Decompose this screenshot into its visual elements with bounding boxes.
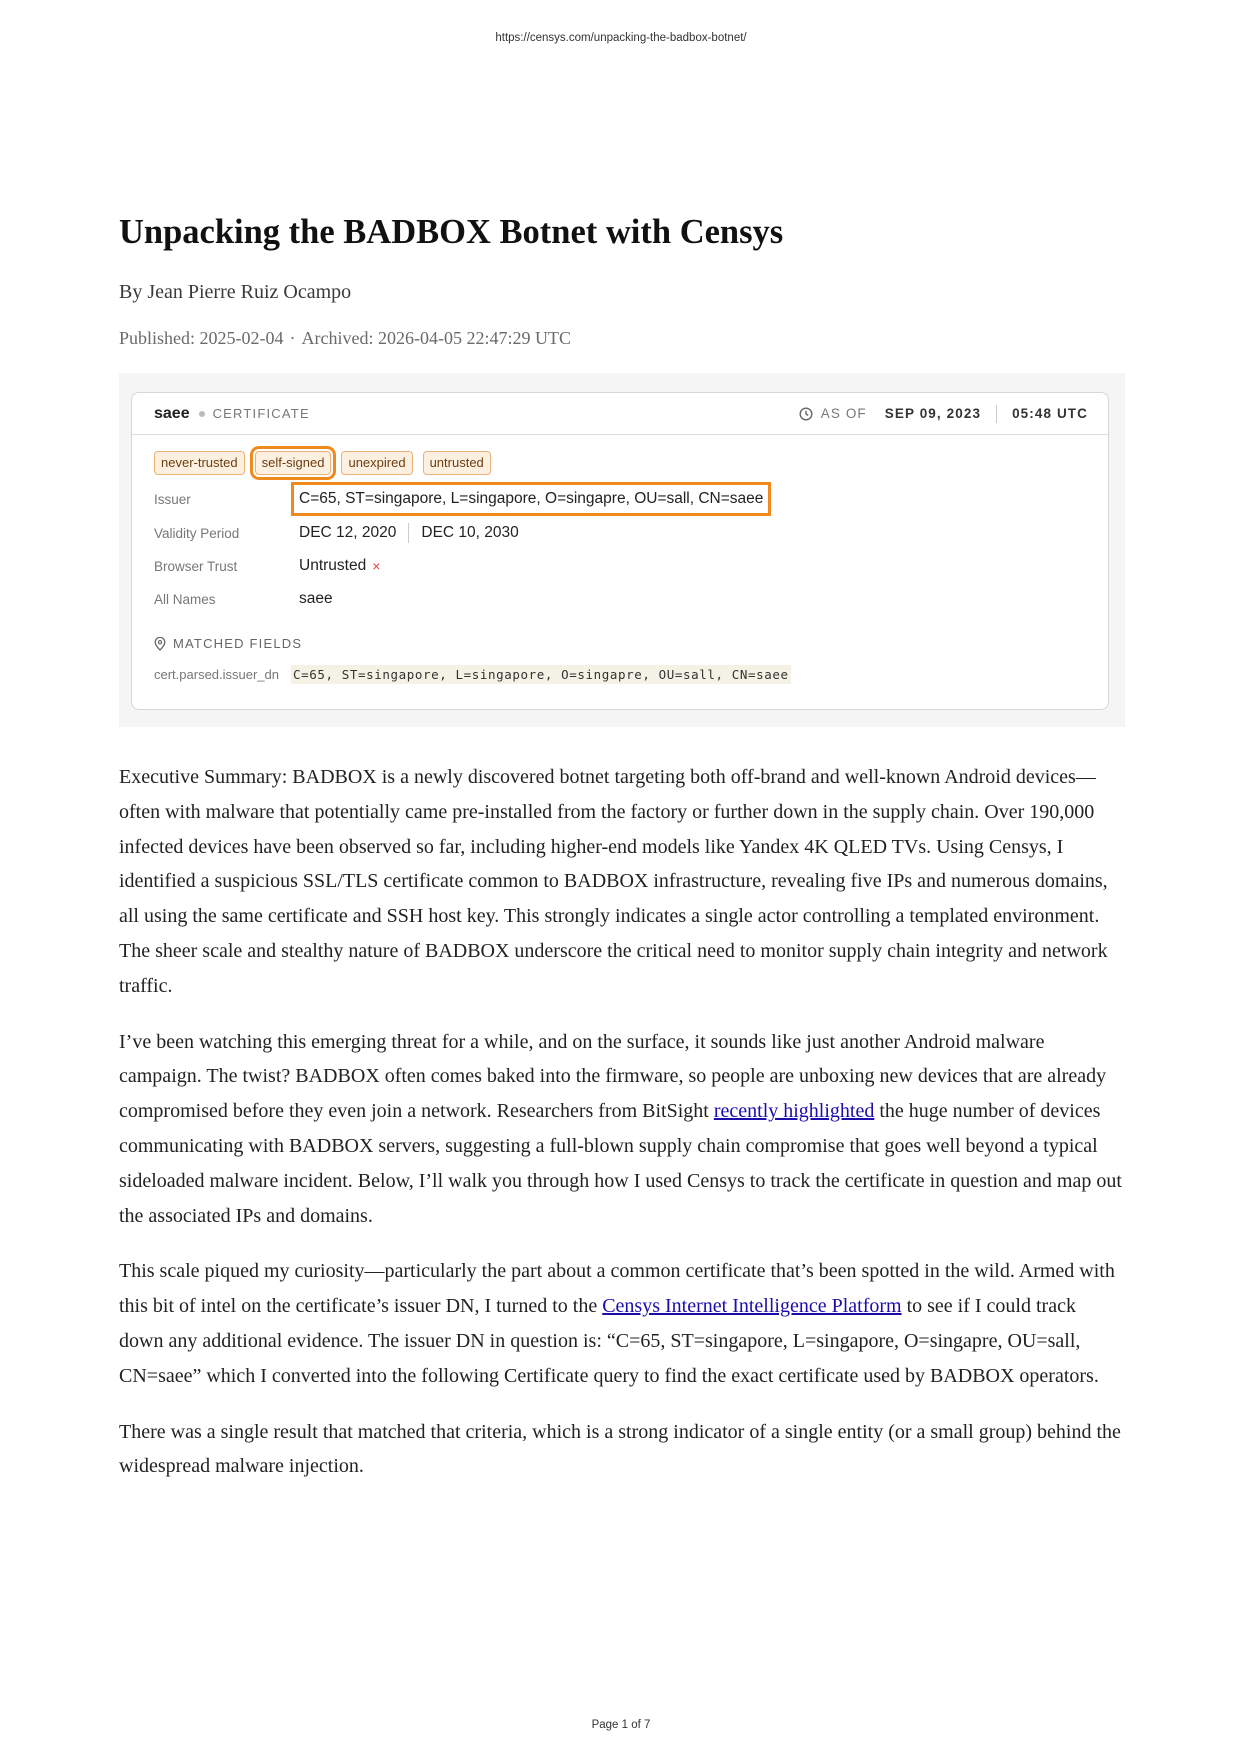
all-names-row	[154, 590, 333, 608]
tag-never-trusted: never-trusted	[154, 451, 245, 475]
matched-fields-heading	[154, 636, 302, 651]
archived-date: Archived: 2026-04-05 22:47:29 UTC	[301, 328, 571, 348]
all-names-value: saee	[299, 590, 333, 607]
certificate-card	[131, 392, 1109, 710]
certificate-kind: CERTIFICATE	[212, 406, 310, 421]
certificate-tags	[154, 451, 501, 475]
certificate-screenshot-figure	[119, 373, 1125, 727]
article-body	[119, 760, 1125, 1484]
date-separator: ·	[289, 328, 296, 348]
clock-icon	[799, 407, 813, 421]
paragraph-executive-summary: Executive Summary: BADBOX is a newly discovered botnet targeting both off-brand and well-known Android devices—often with malware that potentially came pre-installed from the factory or further down in the supply chain. Over 190,000 infected devices have been observed so far, including higher-end models like Yandex 4K QLED TVs. Using Censys, I identified a suspicious SSL/TLS certificate common to BADBOX infrastructure, revealing five IPs and numerous domains, all using the same certificate and SSH host key. This strongly indicates a single actor controlling a templated environment. The sheer scale and stealthy nature of BADBOX underscore the critical need to monitor supply chain integrity and network traffic.	[119, 766, 1108, 997]
matched-field-value: C=65, ST=singapore, L=singapore, O=singapre, OU=sall, CN=saee	[293, 667, 789, 682]
browser-trust-label: Browser Trust	[154, 558, 238, 574]
validity-start: DEC 12, 2020	[299, 524, 397, 541]
validity-label: Validity Period	[154, 525, 240, 541]
certificate-header	[132, 393, 1108, 435]
byline: By Jean Pierre Ruiz Ocampo	[119, 281, 352, 303]
censys-platform-link[interactable]: Censys Internet Intelligence Platform	[602, 1295, 902, 1318]
article-title: Unpacking the BADBOX Botnet with Censys	[119, 213, 784, 251]
browser-trust-row	[154, 557, 380, 575]
as-of-timestamp	[799, 405, 1088, 423]
paragraph-text: to see if I could track down any additional evidence. The issuer DN in question is: “C=65, ST=singapore, L=singapore, O=singapre, OU=sall, CN=saee” which I converted into the following Certificate query to find the exact certificate used by BADBOX operators.	[119, 1295, 1099, 1387]
location-pin-icon	[154, 637, 166, 651]
as-of-date: SEP 09, 2023	[884, 406, 982, 421]
paragraph-text: This scale piqued my curiosity—particularly the part about a common certificate that’s been spotted in the wild. Armed with this bit of intel on the certificate’s issuer DN, I turned to the	[119, 1260, 1115, 1318]
close-icon: ×	[372, 558, 381, 574]
issuer-value: C=65, ST=singapore, L=singapore, O=singapre, OU=sall, CN=saee	[299, 490, 764, 507]
dot-icon	[199, 411, 205, 417]
divider	[996, 405, 997, 423]
issuer-row	[154, 490, 763, 508]
recently-highlighted-link[interactable]: recently highlighted	[713, 1100, 875, 1123]
published-date: Published: 2025-02-04	[119, 328, 284, 348]
page-number: Page 1 of 7	[591, 1719, 651, 1731]
issuer-label: Issuer	[154, 491, 191, 507]
paragraph-text: the huge number of devices communicating with BADBOX servers, suggesting a full-blown supply chain compromise that goes well beyond a typical sideloaded malware incident. Below, I’ll walk you through how I used Censys to track the certificate in question and map out the associated IPs and domains.	[119, 1100, 1122, 1227]
as-of-label: AS OF	[820, 406, 867, 421]
paragraph-single-result: There was a single result that matched that criteria, which is a strong indicator of a single entity (or a small group) behind the widespread malware injection.	[119, 1420, 1121, 1478]
matched-field-row	[154, 665, 791, 684]
certificate-name: saee	[154, 404, 190, 422]
browser-trust-value: Untrusted	[299, 557, 367, 574]
matched-field-key: cert.parsed.issuer_dn	[154, 667, 280, 682]
all-names-label: All Names	[154, 591, 216, 607]
divider	[408, 523, 409, 543]
article-dates	[119, 328, 1125, 349]
paragraph-text: I’ve been watching this emerging threat for a while, and on the surface, it sounds like just another Android malware campaign. The twist? BADBOX often comes baked into the firmware, so people are unboxing new devices that are already compromised before they even join a network. Researchers from BitSight	[119, 1030, 1107, 1123]
paragraph-threat-overview	[119, 1025, 1125, 1234]
page-url: https://censys.com/unpacking-the-badbox-botnet/	[495, 32, 747, 44]
tag-self-signed: self-signed	[255, 451, 332, 475]
tag-untrusted: untrusted	[423, 451, 491, 475]
validity-end: DEC 10, 2030	[421, 524, 519, 541]
as-of-time: 05:48 UTC	[1012, 406, 1088, 421]
tag-unexpired: unexpired	[341, 451, 412, 475]
article	[119, 210, 1125, 1505]
validity-row	[154, 523, 519, 543]
matched-fields-label: MATCHED FIELDS	[173, 636, 303, 651]
paragraph-investigation	[119, 1254, 1125, 1393]
